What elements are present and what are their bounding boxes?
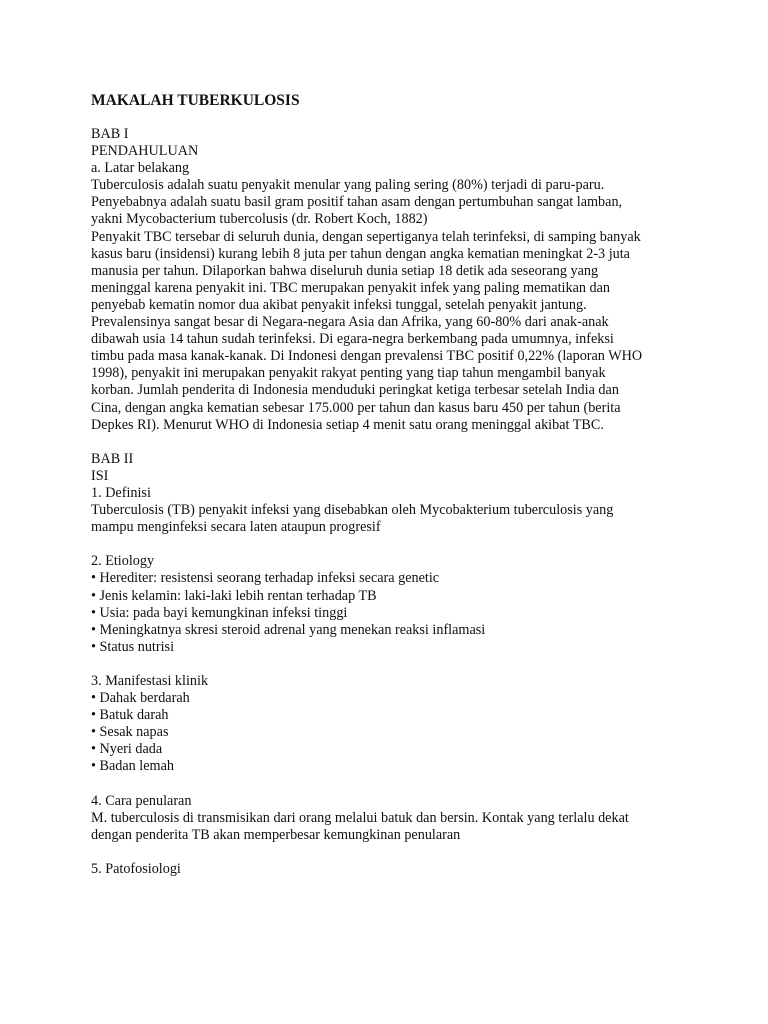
text-line: 1. Definisi — [91, 484, 151, 501]
text-line: Cina, dengan angka kematian sebesar 175.000 per tahun dan kasus baru 450 per tahun (berita — [91, 399, 621, 416]
text-line: Tuberculosis adalah suatu penyakit menular yang paling sering (80%) terjadi di paru-paru. — [91, 177, 605, 194]
text-line: • Jenis kelamin: laki-laki lebih rentan terhadap TB — [91, 587, 377, 604]
text-line: • Batuk darah — [91, 707, 169, 724]
text-line: mampu menginfeksi secara laten ataupun progresif — [91, 519, 381, 536]
text-line: 1998), penyakit ini merupakan penyakit rakyat penting yang tiap tahun mengambil banyak — [91, 365, 606, 382]
text-line: dengan penderita TB akan memperbesar kemungkinan penularan — [91, 826, 461, 843]
text-line: 4. Cara penularan — [91, 792, 192, 809]
blank-line — [91, 434, 691, 451]
text-line: manusia per tahun. Dilaporkan bahwa diseluruh dunia setiap 18 detik ada seseorang yang — [91, 262, 599, 279]
text-line: 3. Manifestasi klinik — [91, 673, 209, 689]
text-line: Penyebabnya adalah suatu basil gram positif tahan asam dengan pertumbuhan sangat lamban, — [91, 194, 623, 211]
text-line: • Nyeri dada — [91, 741, 163, 758]
text-line: • Herediter: resistensi seorang terhadap infeksi secara genetic — [91, 570, 440, 587]
text-line: korban. Jumlah penderita di Indonesia menduduki peringkat ketiga terbesar setelah India dan — [91, 382, 619, 399]
text-line: • Badan lemah — [91, 758, 174, 775]
document-body — [91, 126, 691, 878]
blank-line — [91, 656, 691, 673]
text-line: a. Latar belakang — [91, 160, 190, 177]
text-line: M. tuberculosis di transmisikan dari orang melalui batuk dan bersin. Kontak yang terlalu dekat — [91, 809, 629, 826]
text-line: • Meningkatnya skresi steroid adrenal yang menekan reaksi inflamasi — [91, 621, 486, 638]
text-line: Depkes RI). Menurut WHO di Indonesia setiap 4 menit satu orang meninggal akibat TBC. — [91, 416, 604, 433]
text-line: BAB I — [91, 126, 129, 142]
text-line: Tuberculosis (TB) penyakit infeksi yang disebabkan oleh Mycobakterium tuberculosis yang — [91, 502, 614, 519]
text-line: BAB II — [91, 450, 134, 467]
text-line: 5. Patofosiologi — [91, 861, 181, 878]
blank-line — [91, 844, 691, 861]
text-line: Prevalensinya sangat besar di Negara-negara Asia dan Afrika, yang 60-80% dari anak-anak — [91, 314, 609, 331]
text-line: PENDAHULUAN — [91, 143, 199, 160]
blank-line — [91, 536, 691, 553]
text-line: • Usia: pada bayi kemungkinan infeksi tinggi — [91, 604, 348, 621]
text-line: yakni Mycobacterium tubercolusis (dr. Robert Koch, 1882) — [91, 211, 428, 228]
text-line: dibawah usia 14 tahun sudah terinfeksi. Di egara-negra berkembang pada umumnya, infeksi — [91, 331, 614, 348]
blank-line — [91, 776, 691, 793]
document-title: MAKALAH TUBERKULOSIS — [91, 92, 300, 109]
text-line: kasus baru (insidensi) kurang lebih 8 juta per tahun dengan angka kematian meningkat 2-3 juta — [91, 245, 630, 262]
text-line: timbu pada masa kanak-kanak. Di Indonesi dengan prevalensi TBC positif 0,22% (laporan WHO — [91, 348, 643, 365]
text-line: 2. Etiology — [91, 553, 155, 570]
text-line: Penyakit TBC tersebar di seluruh dunia, dengan sepertiganya telah terinfeksi, di samping banyak — [91, 228, 641, 245]
text-line: meninggal karena penyakit ini. TBC merupakan penyakit infek yang paling mematikan dan — [91, 279, 611, 296]
text-line: • Dahak berdarah — [91, 690, 190, 707]
text-line: ISI — [91, 467, 109, 484]
text-line: • Status nutrisi — [91, 638, 175, 655]
text-line: penyebab kematin nomor dua akibat penyakit infeksi tunggal, setelah penyakit jantung. — [91, 296, 587, 313]
text-line: • Sesak napas — [91, 724, 169, 741]
